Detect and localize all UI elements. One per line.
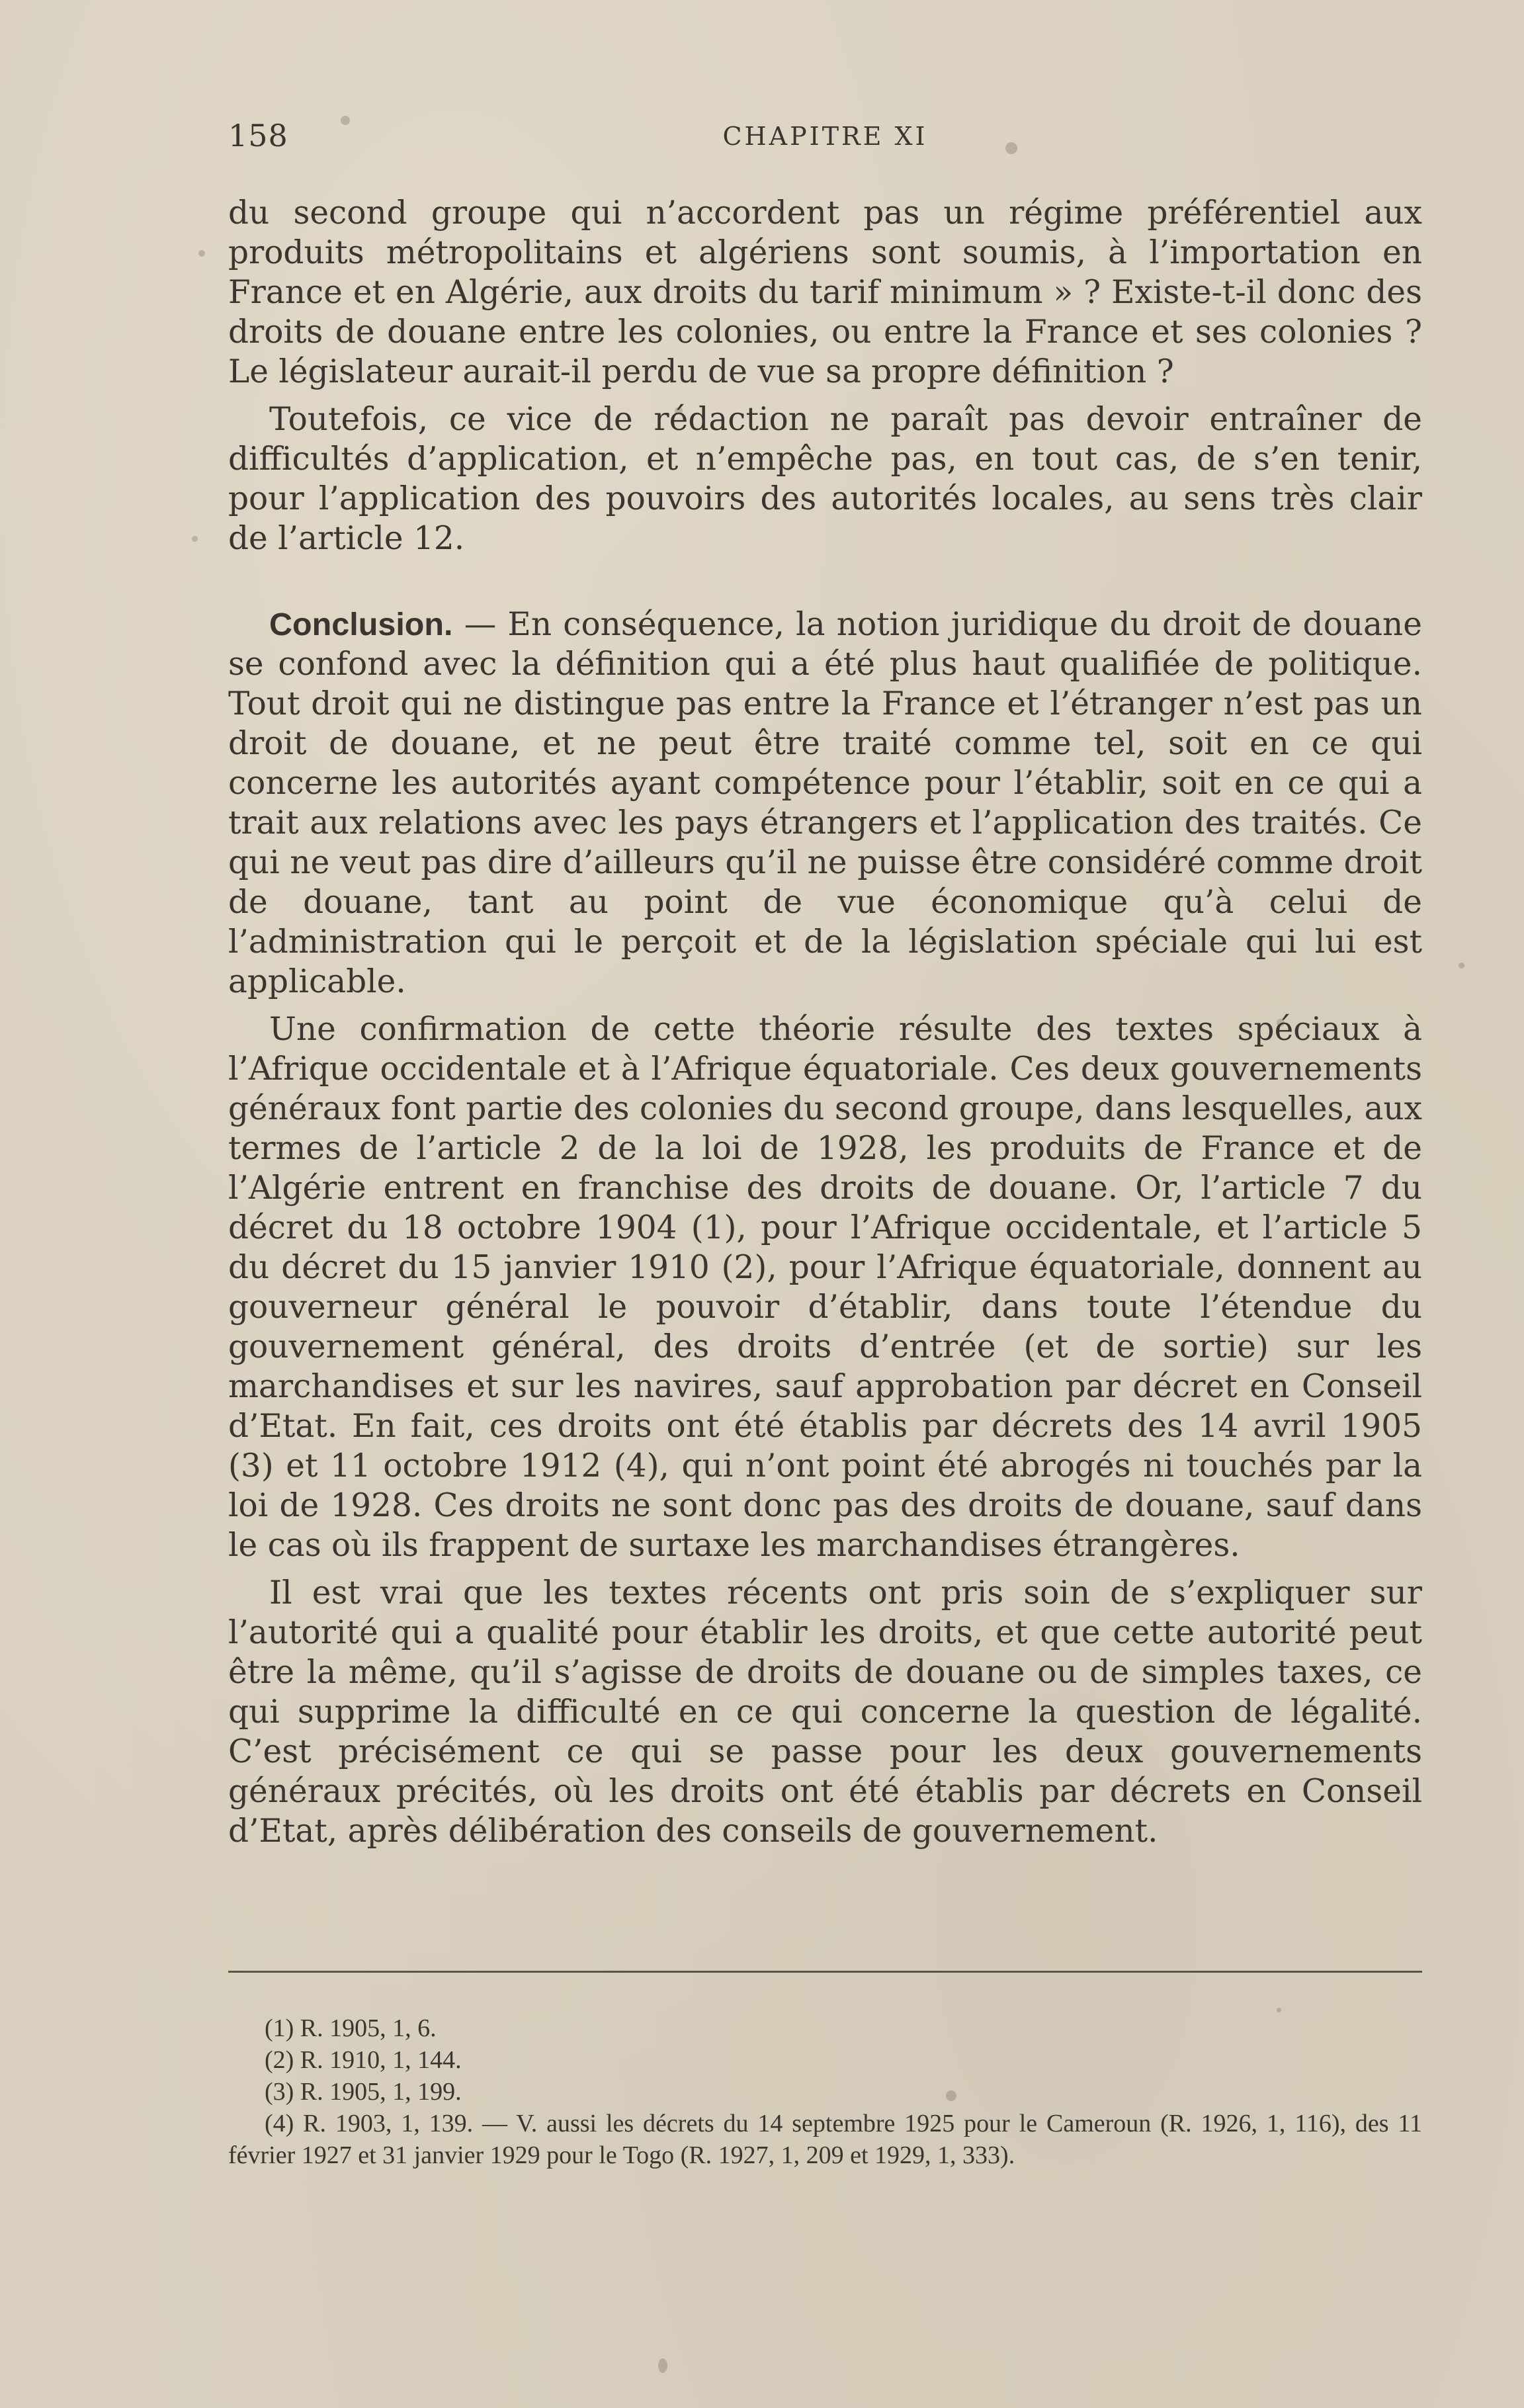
paragraph-textes-recents: Il est vrai que les textes récents ont pris soin de s’expliquer sur l’autorité qui a qualité pour établir les droits, et que cette autorité peut être la même, qu’il s’agisse de droits de douane ou de simples taxes, ce qui supprime la difficulté en ce qui concerne la question de légalité. C’est précisément ce qui se passe pour les deux gouvernements généraux précités, où les droits ont été établis par décrets en Conseil d’Etat, après délibération des conseils de gouvernement. xyxy=(228,1574,1422,1850)
paragraph-confirmation: Une confirmation de cette théorie résulte des textes spéciaux à l’Afrique occidentale et à l’Afrique équatoriale. Ces deux gouvernements généraux font partie des colonies du second groupe, dans lesquelles, aux termes de l’article 2 de la loi de 1928, les produits de France et de l’Algérie entrent en franchise des droits de douane. Or, l’article 7 du décret du 18 octobre 1904 (1), pour l’Afrique occidentale, et l’article 5 du décret du 15 janvier 1910 (2), pour l’Afrique équatoriale, donnent au gouverneur général le pouvoir d’établir, dans toute l’étendue du gouvernement général, des droits d’entrée (et de sortie) sur les marchandises et sur les navires, sauf approbation par décret en Conseil d’Etat. En fait, ces droits ont été établis par décrets des 14 avril 1905 (3) et 11 octobre 1912 (4), qui n’ont point été abrogés ni touchés par la loi de 1928. Ces droits ne sont donc pas des droits de douane, sauf dans le cas où ils frappent de surtaxe les marchandises étrangères. xyxy=(228,1011,1422,1564)
footnote-2: (2) R. 1910, 1, 144. xyxy=(265,2046,462,2074)
paragraph-toutefois: Toutefois, ce vice de rédaction ne paraît pas devoir entraîner de difficultés d’application, et n’empêche pas, en tout cas, de s’en tenir, pour l’application des pouvoirs des autorités locales, au sens très clair de l’article 12. xyxy=(228,401,1422,557)
conclusion-heading: Conclusion. xyxy=(269,607,453,642)
footnotes xyxy=(228,2012,1422,2171)
footnote-1: (1) R. 1905, 1, 6. xyxy=(265,2014,437,2042)
paper-speck xyxy=(198,250,205,257)
paper-speck xyxy=(1277,2008,1281,2012)
paper-speck xyxy=(1459,963,1464,968)
paper-speck xyxy=(192,536,198,542)
footnote-divider xyxy=(228,1971,1422,1973)
running-head xyxy=(228,118,1422,157)
chapter-title: CHAPITRE XI xyxy=(722,122,928,151)
conclusion-text: — En conséquence, la notion juridique du droit de douane se confond avec la définition qui a été plus haut qualifiée de politique. Tout droit qui ne distingue pas entre la France et l’étranger n’est pas un droit de douane, et ne peut être traité comme tel, soit en ce qui concerne les autorités ayant compétence pour l’établir, soit en ce qui a trait aux relations avec les pays étrangers et l’application des traités. Ce qui ne veut pas dire d’ailleurs qu’il ne puisse être considéré comme droit de douane, tant au point de vue économique qu’à celui de l’administration qui le perçoit et de la législation spéciale qui lui est applicable. xyxy=(228,606,1422,1000)
page-number: 158 xyxy=(228,118,288,153)
paragraph-continuation: du second groupe qui n’accordent pas un régime préférentiel aux produits métropolitains et algériens sont soumis, à l’importation en France et en Algérie, aux droits du tarif minimum » ? Existe-t-il donc des droits de douane entre les colonies, ou entre la France et ses colonies ? Le législateur aurait-il perdu de vue sa propre définition ? xyxy=(228,194,1422,390)
body-text xyxy=(228,193,1422,1851)
paragraph-conclusion xyxy=(228,605,1422,1002)
footnote-3: (3) R. 1905, 1, 199. xyxy=(265,2078,462,2106)
footnote-4: (4) R. 1903, 1, 139. — V. aussi les décrets du 14 septembre 1925 pour le Cameroun (R. 1926, 1, 116), des 11 février 1927 et 31 janvier 1929 pour le Togo (R. 1927, 1, 209 et 1929, 1, 333). xyxy=(228,2110,1422,2169)
paper-speck xyxy=(658,2358,667,2373)
